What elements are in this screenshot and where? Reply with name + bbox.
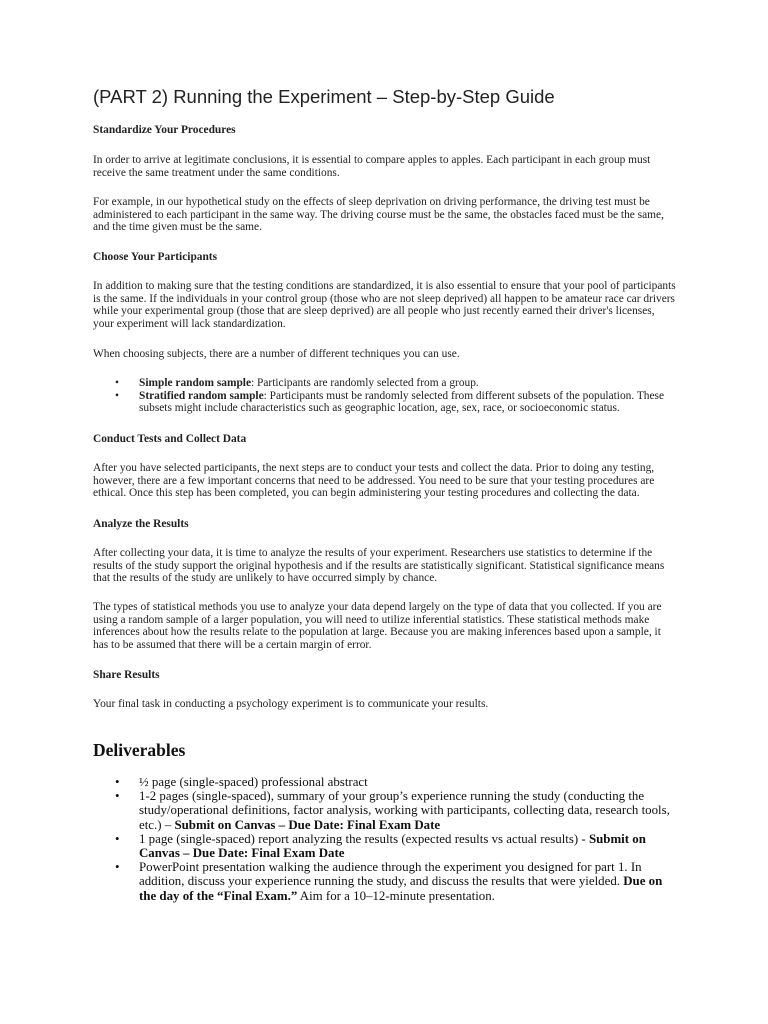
deliverable-text: PowerPoint presentation walking the audience through the experiment you designed for part 1. In addition, discuss your experience running the study, and discuss the results that were yielded. [139,860,642,889]
deliverable-item [93,775,678,789]
bullet-icon: • [115,860,120,875]
paragraph-standardize-2: For example, in our hypothetical study on the effects of sleep deprivation on driving performance, the driving test must be administered to each participant in the same way. The driving course must be the same, the obstacles faced must be the same, and the time given must be the same. [93,196,664,234]
heading-conduct: Conduct Tests and Collect Data [93,433,247,445]
definition-simple-random: : Participants are randomly selected from a group. [251,377,479,389]
bullet-icon: • [115,831,120,846]
heading-analyze: Analyze the Results [93,518,189,530]
deliverable-text: 1-2 pages (single-spaced), summary of your group’s experience running the study (conducting the study/operational definitions, factor analysis, working with participants, collecting data, research tools, etc.) – [139,789,670,832]
bullet-icon: • [115,377,119,389]
deliverable-text: ½ page (single-spaced) professional abstract [139,775,368,789]
list-item-simple-random [93,377,678,390]
deliverable-due: Due on the day of the “Final Exam.” [139,874,663,903]
list-item-stratified-random [93,390,678,415]
deliverable-due: Submit on Canvas – Due Date: Final Exam Date [174,817,441,832]
heading-standardize: Standardize Your Procedures [93,124,236,136]
paragraph-share-1: Your final task in conducting a psychology experiment is to communicate your results. [93,698,489,710]
paragraph-conduct-1: After you have selected participants, the next steps are to conduct your tests and collect the data. Prior to doing any testing, however, there are a few important concerns that need to be addressed. You need to be sure that your testing procedures are ethical. Once this step has been completed, you can begin administering your testing procedures and collecting the data. [93,462,655,500]
page-title: (PART 2) Running the Experiment – Step-by-Step Guide [93,86,555,107]
paragraph-analyze-2: The types of statistical methods you use to analyze your data depend largely on the type of data that you collected. If you are using a random sample of a larger population, you will need to utilize inferential statistics. These statistical methods make inferences about how the results relate to the population at large. Because you are making inferences based upon a sample, it has to be assumed that there will be a certain margin of error. [93,601,662,651]
sampling-list [93,377,678,415]
deliverable-due: Submit on Canvas – Due Date: Final Exam Date [139,831,646,861]
heading-participants: Choose Your Participants [93,251,218,263]
definition-stratified-random: : Participants must be randomly selected from different subsets of the population. These subsets might include characteristics such as geographic location, age, sex, race, or socioeconomic status. [139,389,665,415]
heading-share: Share Results [93,669,160,681]
deliverable-item [93,789,678,832]
paragraph-participants-2: When choosing subjects, there are a number of different techniques you can use. [93,348,460,360]
deliverable-tail: Aim for a 10–12-minute presentation. [297,888,495,903]
paragraph-analyze-1: After collecting your data, it is time to analyze the results of your experiment. Researchers use statistics to determine if the results of the study support the original hypothesis and if the results are statistically significant. Statistical significance means that the results of the study are unlikely to have occurred simply by chance. [93,547,665,585]
bullet-icon: • [115,389,119,402]
paragraph-standardize-1: In order to arrive at legitimate conclusions, it is essential to compare apples to apples. Each participant in each group must receive the same treatment under the same conditions. [93,154,651,179]
deliverable-text: 1 page (single-spaced) report analyzing the results (expected results vs actual results) - [139,831,589,846]
deliverable-item [93,860,678,903]
deliverables-list [93,775,678,903]
bullet-icon: • [115,775,120,789]
deliverable-item [93,832,678,860]
deliverables-heading: Deliverables [93,740,186,760]
term-stratified-random: Stratified random sample [139,389,264,402]
term-simple-random: Simple random sample [139,377,252,389]
paragraph-participants-1: In addition to making sure that the testing conditions are standardized, it is also essential to ensure that your pool of participants is the same. If the individuals in your control group (those who are not sleep deprived) all happen to be amateur race car drivers while your experimental group (those that are sleep deprived) are all people who just recently earned their driver's licenses, your experiment will lack standardization. [93,280,676,330]
bullet-icon: • [115,789,120,804]
